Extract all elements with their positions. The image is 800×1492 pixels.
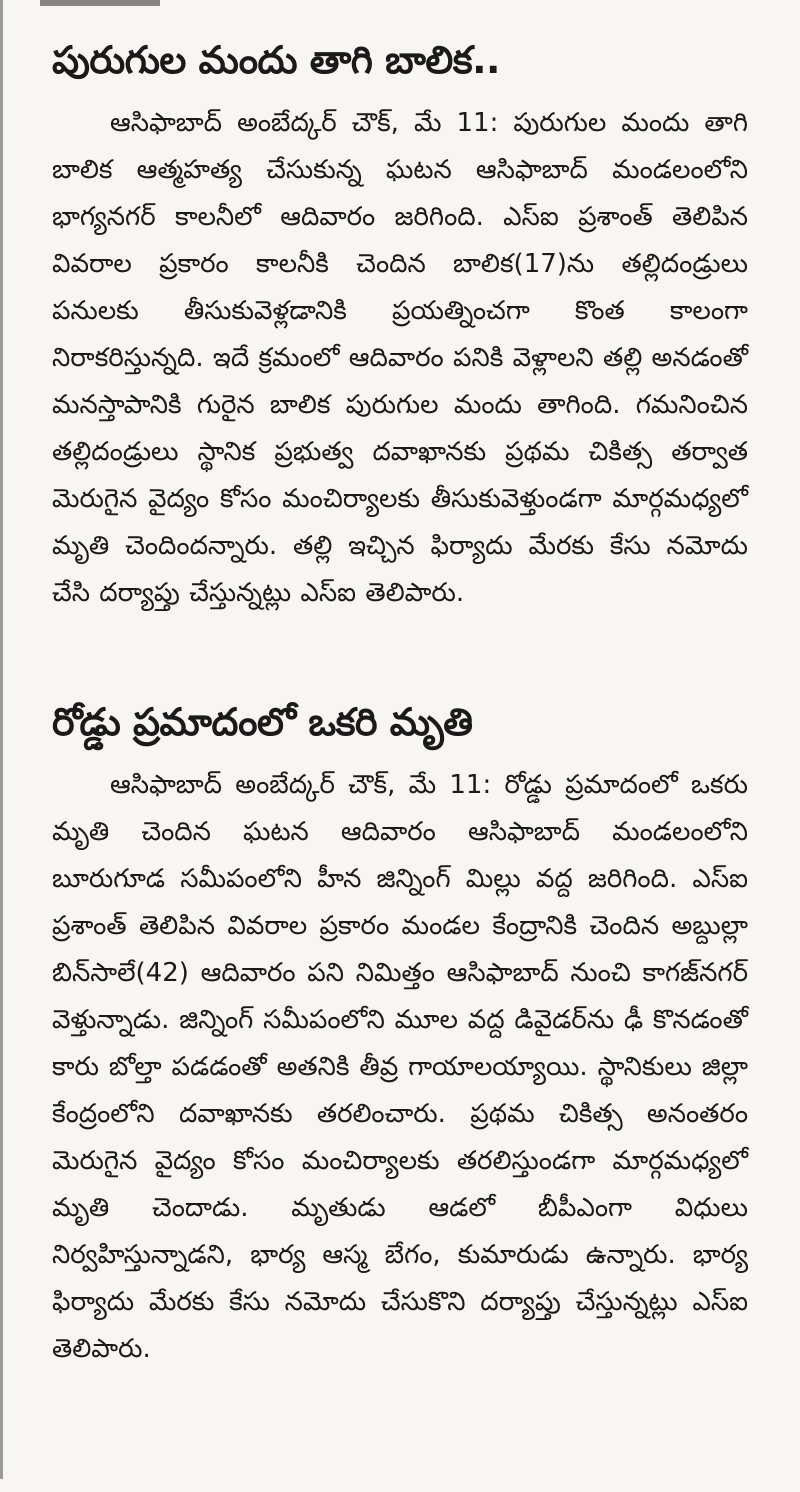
article-headline: పురుగుల మందు తాగి బాలిక.. — [52, 38, 500, 82]
article-body: ఆసిఫాబాద్ అంబేద్కర్ చౌక్, మే 11: పురుగుల మందు తాగి బాలిక ఆత్మహత్య చేసుకున్న ఘటన ఆసిఫాబాద్ మండలంలోని భాగ్యనగర్ కాలనీలో ఆదివారం జరిగింది. ఎస్ఐ ప్రశాంత్ తెలిపిన వివరాల ప్రకారం కాలనీకి చెందిన బాలిక(17)ను తల్లిదండ్రులు పనులకు తీసుకువెళ్లడానికి ప్రయత్నించగా కొంత కాలంగా నిరాకరిస్తున్నది. ఇదే క్రమంలో ఆదివారం పనికి వెళ్లాలని తల్లి అనడంతో మనస్తాపానికి గురైన బాలిక పురుగుల మందు తాగింది. గమనించిన తల్లిదండ్రులు స్థానిక ప్రభుత్వ దవాఖానకు ప్రథమ చికిత్స తర్వాత మెరుగైన వైద్యం కోసం మంచిర్యాలకు తీసుకువెళ్తుండగా మార్గమధ్యలో మృతి చెందిందన్నారు. తల్లి ఇచ్చిన ఫిర్యాదు మేరకు కేసు నమోదు చేసి దర్యాప్తు చేస్తున్నట్లు ఎస్ఐ తెలిపారు. — [52, 108, 748, 608]
article-headline: రోడ్డు ప్రమాదంలో ఒకరి మృతి — [52, 700, 473, 744]
article-body: ఆసిఫాబాద్ అంబేద్కర్ చౌక్, మే 11: రోడ్డు ప్రమాదంలో ఒకరు మృతి చెందిన ఘటన ఆదివారం ఆసిఫాబాద్ మండలంలోని బూరుగూడ సమీపంలోని హీన జిన్నింగ్ మిల్లు వద్ద జరిగింది. ఎస్ఐ ప్రశాంత్ తెలిపిన వివరాల ప్రకారం మండల కేంద్రానికి చెందిన అబ్దుల్లా బిన్‌సాలే(42) ఆదివారం పని నిమిత్తం ఆసిఫాబాద్ నుంచి కాగజ్‌నగర్ వెళ్తున్నాడు. జిన్నింగ్ సమీపంలోని మూల వద్ద డివైడర్‌ను ఢీ కొనడంతో కారు బోల్తా పడడంతో అతనికి తీవ్ర గాయాలయ్యాయి. స్థానికులు జిల్లా కేంద్రంలోని దవాఖానకు తరలించారు. ప్రథమ చికిత్స అనంతరం మెరుగైన వైద్యం కోసం మంచిర్యాలకు తరలిస్తుండగా మార్గమధ్యలో మృతి చెందాడు. మృతుడు ఆడలో బీపీఎంగా విధులు నిర్వహిస్తున్నాడని, భార్య ఆస్మ బేగం, కుమారుడు ఉన్నారు. భార్య ఫిర్యాదు మేరకు కేసు నమోదు చేసుకొని దర్యాప్తు చేస్తున్నట్లు ఎస్ఐ తెలిపారు. — [52, 770, 748, 1364]
article-road-accident — [52, 690, 748, 1373]
previous-article-remnant — [40, 0, 160, 6]
next-headline-cropped — [52, 1452, 732, 1492]
column-rule — [0, 0, 3, 1479]
article-girl-pesticide — [52, 28, 748, 617]
